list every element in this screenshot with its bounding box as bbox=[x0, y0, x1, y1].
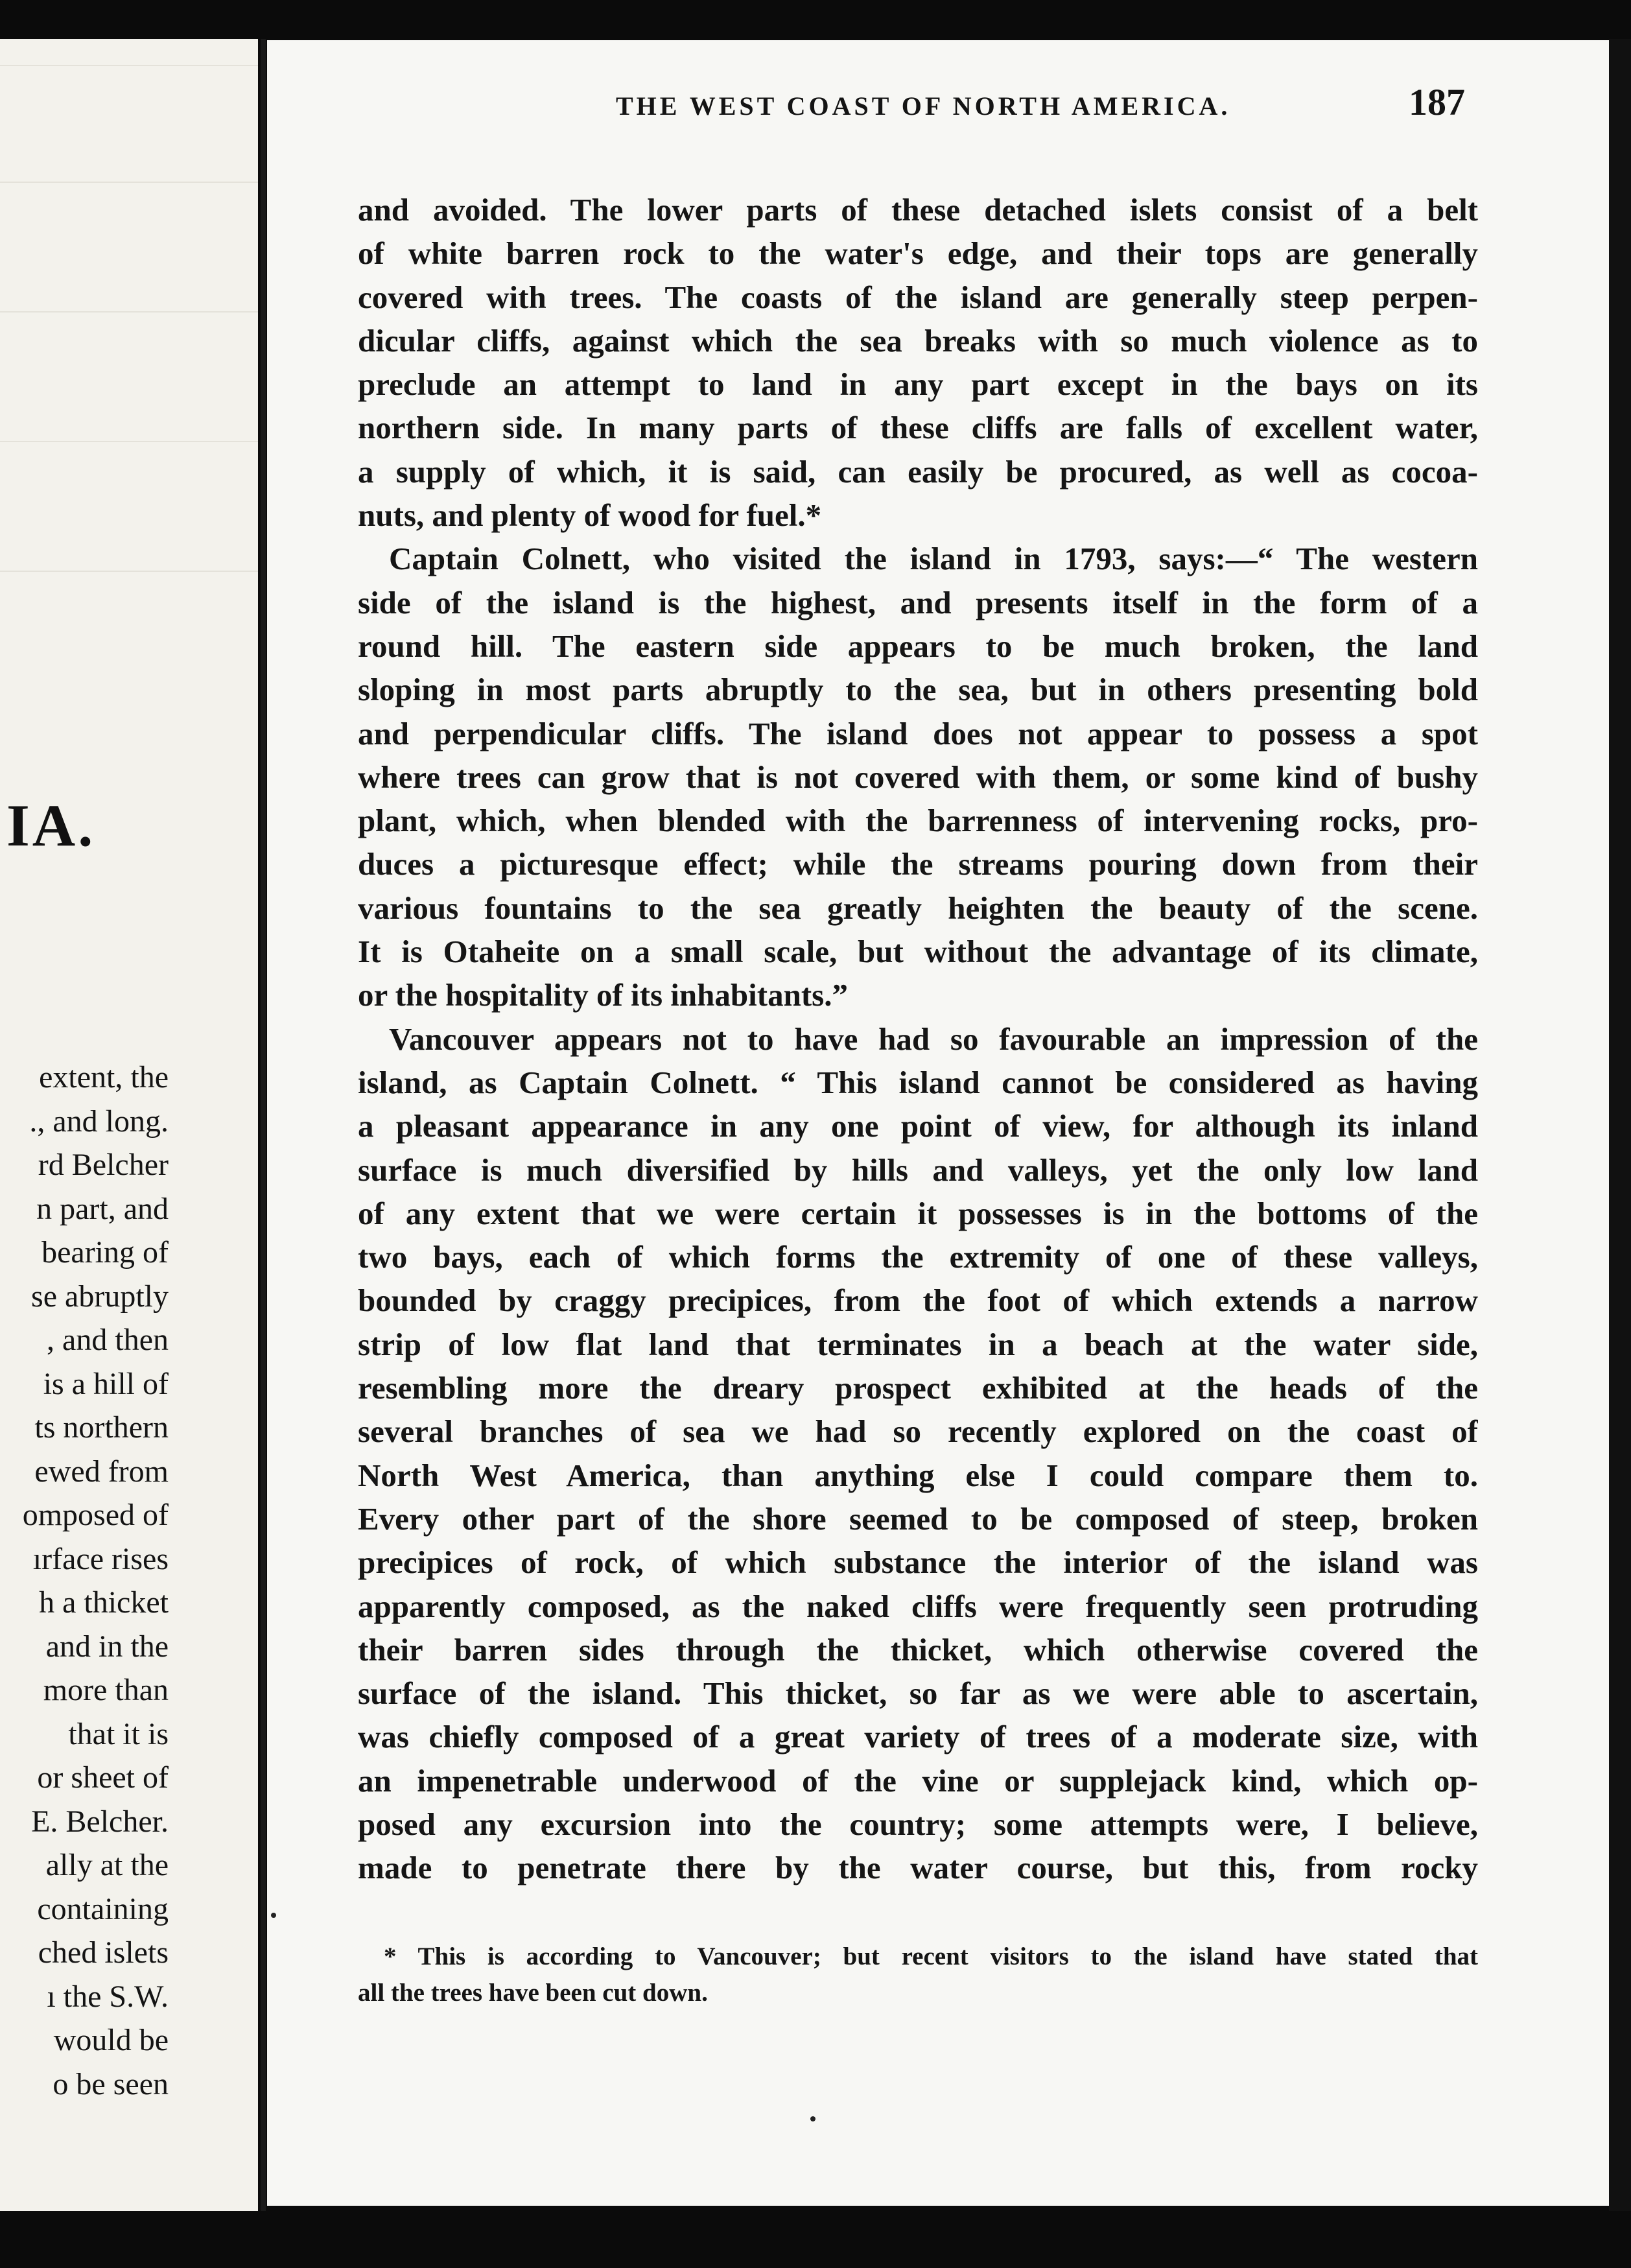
text-line: bounded by craggy precipices, from the foot of which extends a narrow bbox=[358, 1282, 1478, 1319]
facing-line: ts northern bbox=[34, 1410, 169, 1445]
facing-line: is a hill of bbox=[43, 1366, 169, 1401]
text-line: precipices of rock, of which substance the interior of the island was bbox=[358, 1544, 1478, 1581]
facing-line: extent, the bbox=[39, 1060, 169, 1094]
facing-line: h a thicket bbox=[39, 1585, 169, 1620]
text-line: round hill. The eastern side appears to be much broken, the land bbox=[358, 628, 1478, 664]
text-line: a supply of which, it is said, can easily be procured, as well as cocoa- bbox=[358, 453, 1478, 490]
text-line: surface is much diversified by hills and valleys, yet the only low land bbox=[358, 1152, 1478, 1188]
text-line: northern side. In many parts of these cliffs are falls of excellent water, bbox=[358, 410, 1478, 446]
text-line: Every other part of the shore seemed to be composed of steep, broken bbox=[358, 1500, 1478, 1537]
text-line: or the hospitality of its inhabitants.” bbox=[358, 977, 848, 1013]
facing-line: ırface rises bbox=[32, 1541, 169, 1576]
text-line: North West America, than anything else I could compare them to. bbox=[358, 1457, 1478, 1493]
text-line: their barren sides through the thicket, which otherwise covered the bbox=[358, 1631, 1478, 1668]
facing-line: and in the bbox=[45, 1629, 169, 1664]
text-line: surface of the island. This thicket, so far as we were able to ascertain, bbox=[358, 1675, 1478, 1712]
facing-line: ally at the bbox=[45, 1848, 169, 1882]
text-line: two bays, each of which forms the extremity of one of these valleys, bbox=[358, 1239, 1478, 1275]
text-line: dicular cliffs, against which the sea breaks with so much violence as to bbox=[358, 322, 1478, 359]
text-line: where trees can grow that is not covered with them, or some kind of bushy bbox=[358, 759, 1478, 795]
text-line: duces a picturesque effect; while the streams pouring down from their bbox=[358, 846, 1478, 882]
facing-line: bearing of bbox=[41, 1235, 169, 1270]
text-line: and avoided. The lower parts of these detached islets consist of a belt bbox=[358, 192, 1478, 228]
text-line: and perpendicular cliffs. The island does not appear to possess a spot bbox=[358, 715, 1478, 751]
facing-page-heading: IA. bbox=[6, 792, 96, 858]
facing-line: ewed from bbox=[34, 1454, 169, 1489]
print-speck bbox=[271, 1913, 276, 1918]
facing-page-text bbox=[0, 1056, 169, 2106]
text-line: nuts, and plenty of wood for fuel.* bbox=[358, 497, 822, 534]
text-line: sloping in most parts abruptly to the sea, but in others presenting bold bbox=[358, 672, 1478, 708]
text-line: posed any excursion into the country; some attempts were, I believe, bbox=[358, 1806, 1478, 1842]
footnote bbox=[358, 1939, 1478, 2011]
print-speck bbox=[810, 2116, 816, 2121]
text-line: various fountains to the sea greatly heighten the beauty of the scene. bbox=[358, 890, 1478, 926]
facing-line: , and then bbox=[47, 1323, 169, 1357]
page-gutter-line bbox=[261, 39, 266, 2211]
text-line: an impenetrable underwood of the vine or supplejack kind, which op- bbox=[358, 1762, 1478, 1799]
running-title: THE WEST COAST OF NORTH AMERICA. bbox=[616, 91, 1231, 121]
facing-line: o be seen bbox=[53, 2066, 169, 2101]
text-line: apparently composed, as the naked cliffs were frequently seen protruding bbox=[358, 1588, 1478, 1624]
running-header bbox=[350, 83, 1465, 141]
facing-line: rd Belcher bbox=[38, 1148, 169, 1182]
text-line: made to penetrate there by the water course, but this, from rocky bbox=[358, 1850, 1478, 1886]
facing-line: ched islets bbox=[38, 1935, 169, 1970]
text-line: preclude an attempt to land in any part except in the bays on its bbox=[358, 366, 1478, 403]
text-line: resembling more the dreary prospect exhibited at the heads of the bbox=[358, 1370, 1478, 1406]
text-line: of white barren rock to the water's edge, and their tops are generally bbox=[358, 235, 1478, 272]
text-line: of any extent that we were certain it possesses is in the bottoms of the bbox=[358, 1195, 1478, 1231]
page-edge bbox=[1609, 39, 1631, 2211]
facing-page bbox=[0, 39, 258, 2211]
facing-line: ., and long. bbox=[29, 1104, 169, 1139]
facing-line: containing bbox=[37, 1891, 169, 1926]
text-line: island, as Captain Colnett. “ This island cannot be considered as having bbox=[358, 1064, 1478, 1100]
text-line: several branches of sea we had so recently explored on the coast of bbox=[358, 1413, 1478, 1450]
page-number: 187 bbox=[1409, 81, 1465, 123]
body-text bbox=[358, 188, 1478, 1890]
text-line: was chiefly composed of a great variety of trees of a moderate size, with bbox=[358, 1719, 1478, 1755]
facing-line: that it is bbox=[68, 1716, 169, 1751]
text-line: plant, which, when blended with the barrenness of intervening rocks, pro- bbox=[358, 803, 1478, 839]
text-line: a pleasant appearance in any one point of view, for although its inland bbox=[358, 1108, 1478, 1144]
text-line: strip of low flat land that terminates in a beach at the water side, bbox=[358, 1326, 1478, 1362]
facing-line: or sheet of bbox=[37, 1760, 169, 1795]
footnote-line: * This is according to Vancouver; but recent visitors to the island have stated that bbox=[384, 1943, 1478, 1970]
footnote-line: all the trees have been cut down. bbox=[358, 1979, 708, 2007]
facing-line: ı the S.W. bbox=[47, 1979, 169, 2014]
text-line: Vancouver appears not to have had so favourable an impression of the bbox=[389, 1021, 1478, 1057]
facing-line: E. Belcher. bbox=[31, 1804, 169, 1839]
facing-line: se abruptly bbox=[31, 1279, 169, 1314]
facing-line: would be bbox=[53, 2023, 169, 2057]
facing-line: omposed of bbox=[22, 1498, 169, 1532]
text-line: It is Otaheite on a small scale, but without the advantage of its climate, bbox=[358, 934, 1478, 970]
text-line: side of the island is the highest, and presents itself in the form of a bbox=[358, 584, 1478, 620]
text-line: covered with trees. The coasts of the island are generally steep perpen- bbox=[358, 279, 1478, 315]
text-line: Captain Colnett, who visited the island in 1793, says:—“ The western bbox=[389, 541, 1478, 577]
facing-line: more than bbox=[43, 1673, 169, 1707]
facing-line: n part, and bbox=[36, 1191, 169, 1226]
